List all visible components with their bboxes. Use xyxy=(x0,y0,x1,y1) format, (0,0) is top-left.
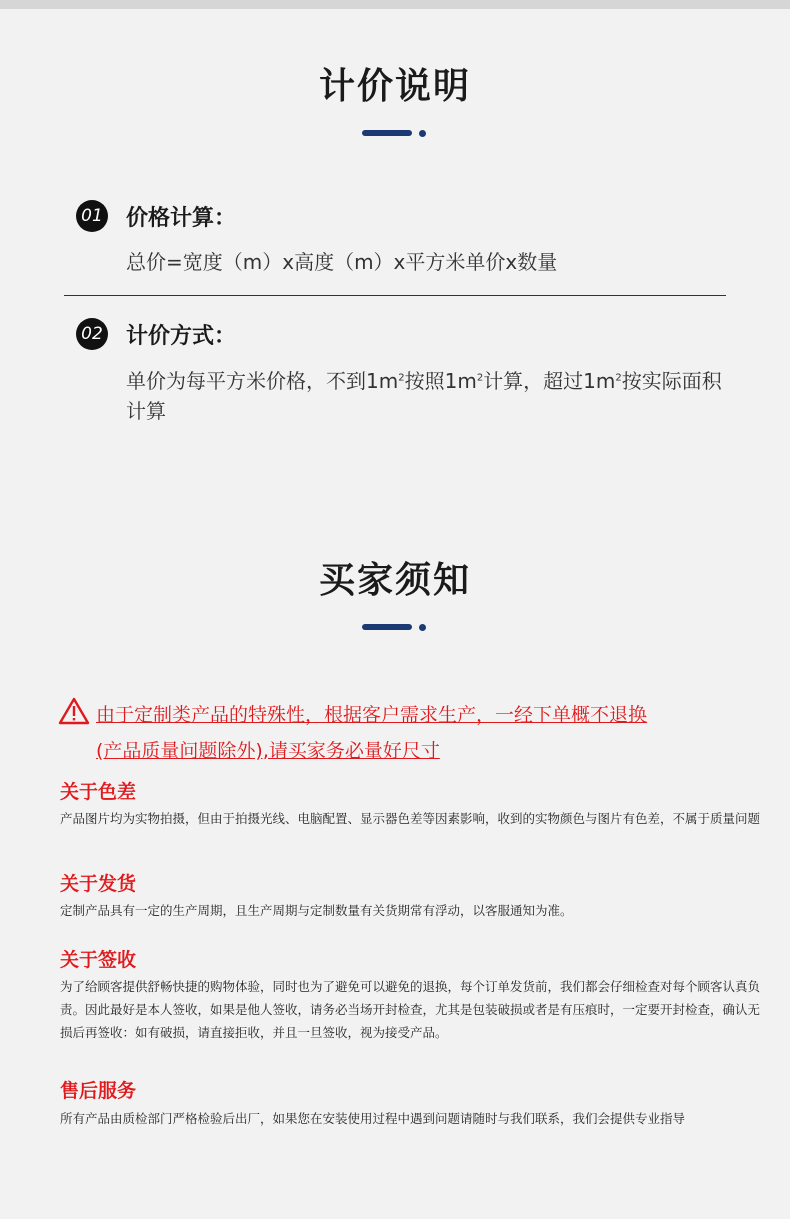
pricing-title-decoration xyxy=(362,130,428,138)
item-number-badge: 02 xyxy=(76,318,108,350)
pricing-method-heading: 计价方式： xyxy=(126,324,237,349)
warning-icon xyxy=(58,697,90,725)
top-bar xyxy=(0,0,790,9)
color-difference-text: 产品图片均为实物拍摄，但由于拍摄光线、电脑配置、显示器色差等因素影响，收到的实物颜色与图片有色差，不属于质量问题 xyxy=(60,811,761,826)
warning-line-1: 由于定制类产品的特殊性，根据客户需求生产，一经下单概不退换 xyxy=(96,704,648,726)
divider xyxy=(64,295,726,296)
decoration-dot xyxy=(419,624,426,631)
pricing-title: 计价说明 xyxy=(318,66,471,107)
decoration-bar xyxy=(362,130,412,136)
decoration-bar xyxy=(362,624,412,630)
item-number-badge: 01 xyxy=(76,200,108,232)
shipping-heading: 关于发货 xyxy=(60,873,137,895)
after-sales-text: 所有产品由质检部门严格检验后出厂，如果您在安装使用过程中遇到问题请随时与我们联系，我们会提供专业指导 xyxy=(60,1111,686,1126)
color-difference-heading: 关于色差 xyxy=(60,781,137,803)
price-calc-heading: 价格计算： xyxy=(126,206,237,231)
buyer-notice-title: 买家须知 xyxy=(318,560,471,601)
shipping-text: 定制产品具有一定的生产周期，且生产周期与定制数量有关货期常有浮动，以客服通知为准。 xyxy=(60,903,573,918)
price-calc-formula: 总价=宽度（m）x高度（m）x平方米单价x数量 xyxy=(126,250,558,274)
after-sales-heading: 售后服务 xyxy=(60,1080,137,1102)
receipt-heading: 关于签收 xyxy=(60,949,137,971)
warning-line-2: (产品质量问题除外),请买家务必量好尺寸 xyxy=(96,740,440,762)
buyer-title-decoration xyxy=(362,624,428,632)
pricing-method-description: 单价为每平方米价格，不到$1m^2$按照$1m^2$计算，超过$1m^2$按实际面积计算 xyxy=(126,369,722,423)
receipt-text: 为了给顾客提供舒畅快捷的购物体验，同时也为了避免可以避免的退换，每个订单发货前，我们都会仔细检查对每个顾客认真负责。因此最好是本人签收，如果是他人签收，请务必当场开封检查，尤其是包装破损或者是有压痕时，一定要开封检查，确认无损后再签收：如有破损，请直接拒收，并且一旦签收，视为接受产品。 xyxy=(60,979,761,1040)
decoration-dot xyxy=(419,130,426,137)
